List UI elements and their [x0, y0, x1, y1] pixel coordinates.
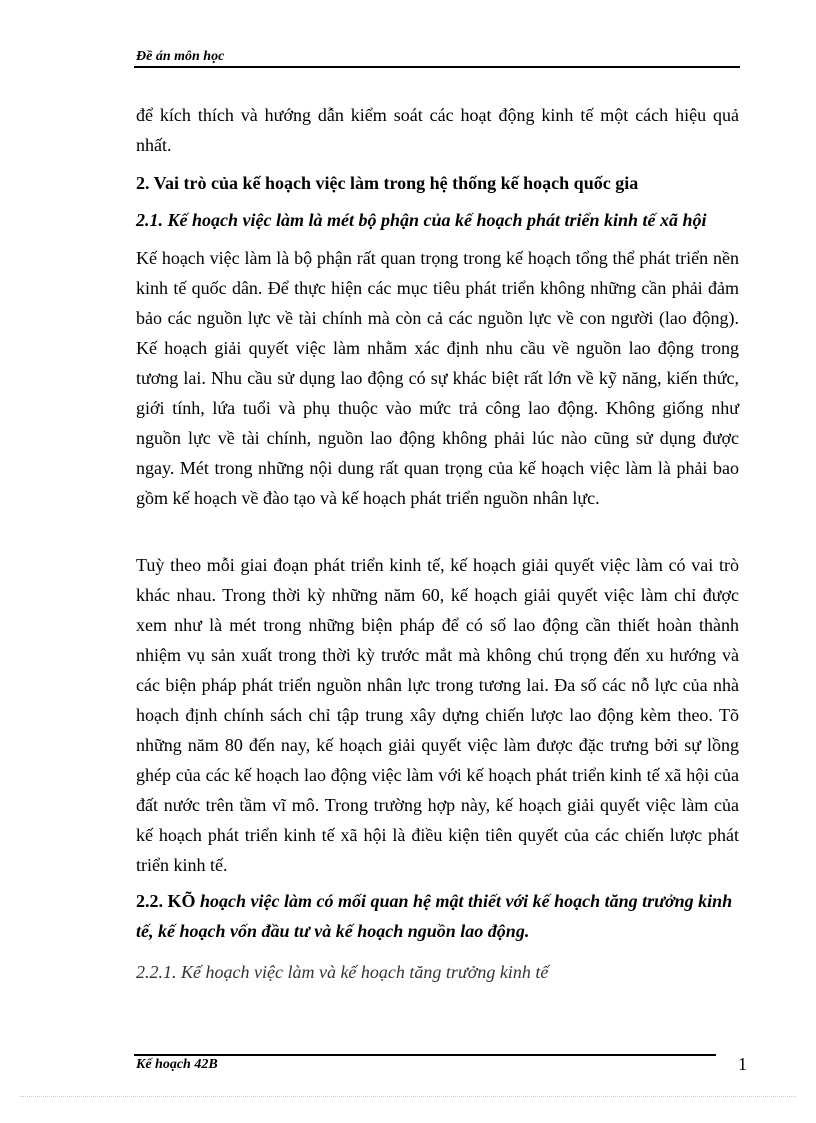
continuation-paragraph: để kích thích và hướng dẫn kiểm soát các hoạt động kinh tế một cách hiệu quả nhất.: [136, 105, 739, 155]
footer-label: Kế hoạch 42B: [136, 1057, 218, 1072]
footer-divider: [134, 1054, 716, 1056]
page-number: 1: [738, 1054, 747, 1074]
section-heading-2: 2. Vai trò của kế hoạch việc làm trong hệ thống kế hoạch quốc gia: [136, 173, 639, 193]
section-heading-2-2-1: 2.2.1. Kế hoạch việc làm và kế hoạch tăng trưởng kinh tế: [136, 962, 549, 982]
paragraph-1: Kế hoạch việc làm là bộ phận rất quan trọng trong kế hoạch tổng thể phát triển nền kinh tế quốc dân. Để thực hiện các mục tiêu phát triển không những cần phải đảm bảo các nguồn lực về tài chính mà còn cả các nguồn lực về con người (lao động). Kế hoạch giải quyết việc làm nhằm xác định nhu cầu về nguồn lao động trong tương lai. Nhu cầu sử dụng lao động có sự khác biệt rất lớn về kỹ năng, kiến thức, giới tính, lứa tuổi và phụ thuộc vào mức trả công lao động. Không giống như nguồn lực về tài chính, nguồn lao động không phải lúc nào cũng sử dụng được ngay. Mét trong những nội dung rất quan trọng của kế hoạch việc làm là phải bao gồm kế hoạch về đào tạo và kế hoạch phát triển nguồn nhân lực.: [136, 248, 739, 508]
page-bottom-border: [20, 1096, 796, 1097]
section-heading-2-1: 2.1. Kế hoạch việc làm là mét bộ phận của kế hoạch phát triển kinh tế xã hội: [136, 210, 707, 230]
header-divider: [134, 66, 740, 68]
section-heading-2-2: [136, 886, 739, 946]
section-heading-2-2-text: hoạch việc làm có mối quan hệ mật thiết với kế hoạch tăng trưởng kinh tế, kế hoạch vốn đầu tư và kế hoạch nguồn lao động.: [136, 891, 733, 941]
header-title: Đề án môn học: [136, 49, 225, 64]
paragraph-2: Tuỳ theo mỗi giai đoạn phát triển kinh tế, kế hoạch giải quyết việc làm có vai trò khác nhau. Trong thời kỳ những năm 60, kế hoạch giải quyết việc làm chỉ được xem như là mét trong những biện pháp để có số lao động cần thiết hoàn thành nhiệm vụ sản xuất trong thời kỳ trước mắt mà không chú trọng đến xu hướng và các biện pháp phát triển nguồn nhân lực trong tương lai. Đa số các nỗ lực của nhà hoạch định chính sách chỉ tập trung xây dựng chiến lược lao động kèm theo. Tõ những năm 80 đến nay, kế hoạch giải quyết việc làm được đặc trưng bởi sự lồng ghép của các kế hoạch lao động việc làm với kế hoạch phát triển kinh tế xã hội của đất nước trên tầm vĩ mô. Trong trường hợp này, kế hoạch giải quyết việc làm của kế hoạch phát triển kinh tế xã hội là điều kiện tiên quyết của các chiến lược phát triển kinh tế.: [136, 555, 739, 875]
section-heading-2-2-prefix: 2.2. KÕ: [136, 891, 196, 911]
